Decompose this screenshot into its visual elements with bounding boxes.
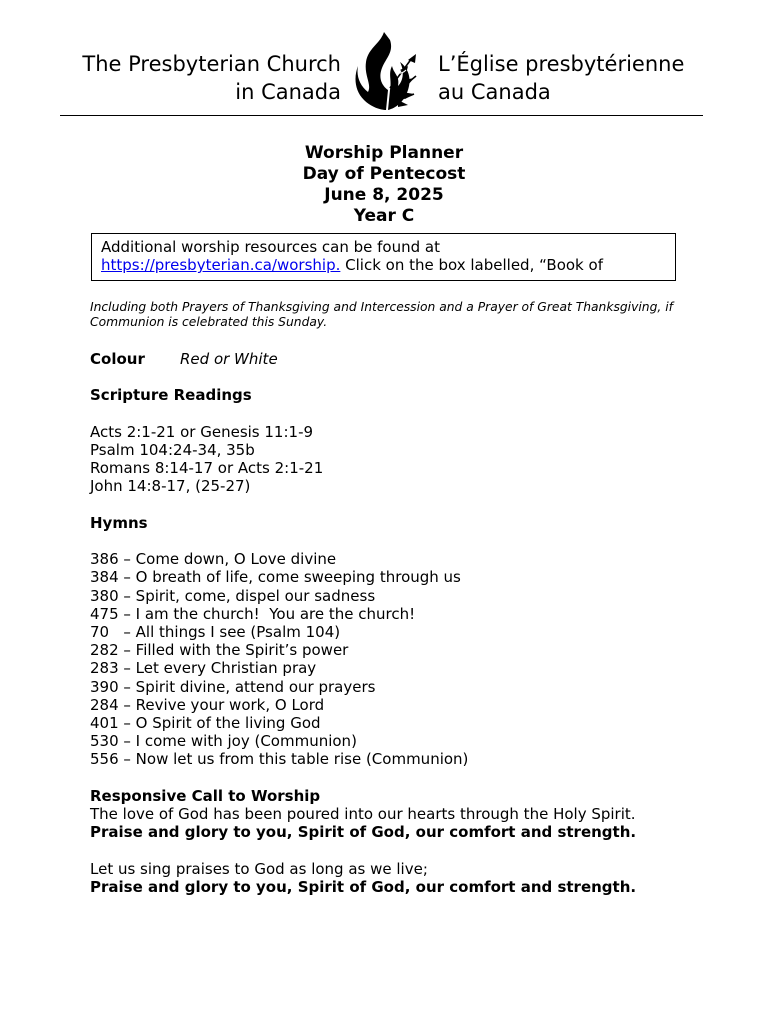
hymn-item: 390 – Spirit divine, attend our prayers	[90, 677, 376, 696]
church-name-french-line2: au Canada	[438, 80, 551, 104]
hymn-item: 380 – Spirit, come, dispel our sadness	[90, 586, 376, 605]
hymn-item: 283 – Let every Christian pray	[90, 659, 317, 678]
hymn-item: 284 – Revive your work, O Lord	[90, 695, 325, 714]
call-to-worship-heading: Responsive Call to Worship	[90, 786, 321, 805]
call-people-response: Praise and glory to you, Spirit of God, our comfort and strength.	[90, 823, 637, 842]
church-name-french	[438, 50, 684, 106]
worship-resources-link[interactable]: https://presbyterian.ca/worship.	[101, 256, 341, 274]
planner-content	[90, 300, 710, 896]
hymn-item: 475 – I am the church! You are the church!	[90, 604, 416, 623]
hymn-item: 530 – I come with joy (Communion)	[90, 732, 357, 751]
resources-line2	[101, 256, 666, 274]
colour-label: Colour	[90, 350, 145, 368]
hymn-item: 70 – All things I see (Psalm 104)	[90, 622, 341, 641]
hymn-item: 386 – Come down, O Love divine	[90, 550, 337, 569]
resources-line1: Additional worship resources can be found at	[101, 238, 440, 256]
header-divider	[60, 115, 703, 116]
hymn-item: 384 – O breath of life, come sweeping through us	[90, 568, 461, 587]
church-name-french-line1: L’Église presbytérienne	[438, 52, 685, 76]
hymn-item: 556 – Now let us from this table rise (Communion)	[90, 750, 469, 769]
scripture-reading: Acts 2:1-21 or Genesis 11:1-9	[90, 422, 314, 441]
letterhead	[60, 30, 703, 116]
colour-row	[90, 350, 710, 368]
call-leader-line: The love of God has been poured into our hearts through the Holy Spirit.	[90, 805, 636, 823]
hymn-item: 282 – Filled with the Spirit’s power	[90, 641, 349, 660]
scripture-reading: John 14:8-17, (25-27)	[90, 477, 251, 496]
planner-title-block	[0, 143, 768, 227]
title-day: Day of Pentecost	[302, 164, 466, 184]
hymn-item: 401 – O Spirit of the living God	[90, 714, 321, 732]
resources-line2-rest: Click on the box labelled, “Book of	[340, 256, 603, 274]
scripture-heading: Scripture Readings	[90, 386, 252, 405]
title-year: Year C	[353, 206, 415, 226]
call-people-response: Praise and glory to you, Spirit of God, our comfort and strength.	[90, 877, 637, 896]
scripture-reading: Psalm 104:24-34, 35b	[90, 440, 255, 459]
church-name-english-line2: in Canada	[235, 80, 341, 104]
resources-box	[91, 233, 676, 281]
scripture-reading: Romans 8:14-17 or Acts 2:1-21	[90, 459, 324, 478]
burning-bush-dove-icon	[354, 30, 422, 112]
title-date: June 8, 2025	[324, 185, 444, 205]
colour-value: Red or White	[180, 350, 278, 368]
church-name-english	[82, 50, 341, 106]
title-worship-planner: Worship Planner	[304, 143, 464, 163]
hymns-heading: Hymns	[90, 513, 148, 532]
prayers-note: Including both Prayers of Thanksgiving and Intercession and a Prayer of Great Thanksgiving, if Communion is celebrated this Sunday.	[90, 300, 673, 329]
call-leader-line: Let us sing praises to God as long as we live;	[90, 859, 428, 878]
church-name-english-line1: The Presbyterian Church	[82, 52, 341, 76]
